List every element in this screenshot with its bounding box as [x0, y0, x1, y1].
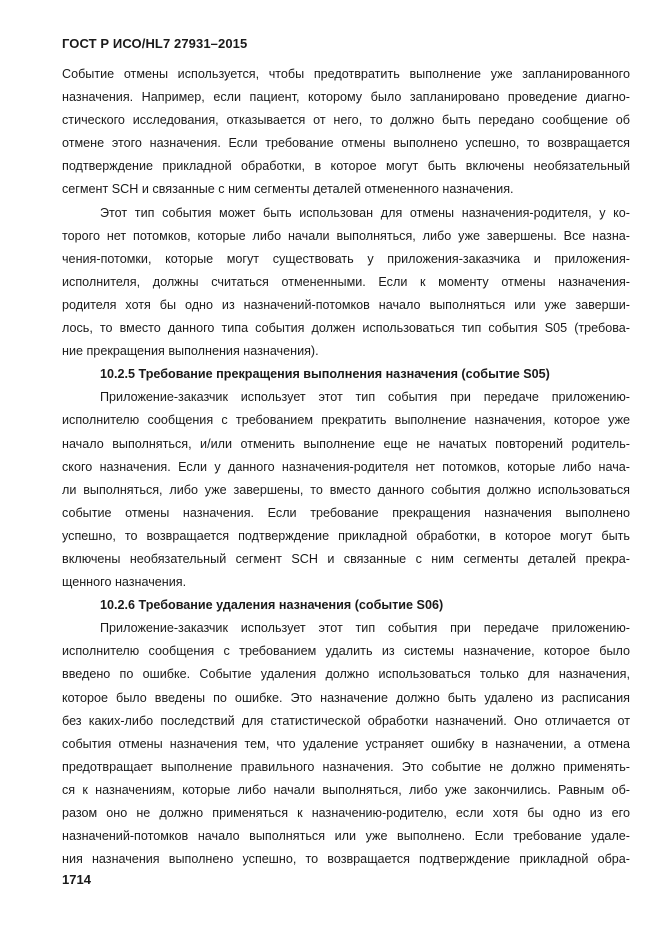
text-line: предотвращает выполнение правильного назначения. Это событие не должно применять-: [62, 759, 630, 774]
page-number: 1714: [62, 872, 91, 887]
text-line: введено по ошибке. Событие удаления должно использоваться только для назначения,: [62, 667, 630, 682]
text-line: которое было введены по ошибке. Это назначение должно быть удалено из расписания: [62, 690, 630, 705]
text-line: ние прекращения выполнения назначения).: [62, 344, 319, 359]
text-line: отмене этого назначения. Если требование отмены выполнено успешно, то возвращается: [62, 136, 630, 151]
text-line: подтверждение прикладной обработки, в которое могут быть включены необязательный: [62, 159, 630, 174]
text-line: успешно, то возвращается подтверждение прикладной обработки, в которое могут быть: [62, 528, 630, 543]
text-line: Приложение-заказчик использует этот тип события при передаче приложению-: [100, 390, 630, 405]
text-line: торого нет потомков, которые либо начали выполняться, либо уже завершены. Все назна-: [62, 228, 630, 243]
text-line: назначения. Например, если пациент, которому было запланировано проведение диагно-: [62, 90, 630, 105]
text-line: родителя хотя бы одно из назначений-потомков начало выполняться или уже заверши-: [62, 297, 630, 312]
text-line: разом оно не должно применяться к назначению-родителю, если хотя бы одно из его: [62, 806, 630, 820]
text-line: исполнителю сообщения с требованием удалить из системы назначение, которое было: [62, 644, 630, 659]
text-line: исполнителя, должны считаться отмененными. Если к моменту отмены назначения-: [62, 274, 630, 289]
text-line: лось, то вместо данного типа события должен использоваться тип события S05 (требова-: [62, 321, 630, 336]
text-line: Приложение-заказчик использует этот тип события при передаче приложению-: [100, 621, 630, 636]
text-line: событие отмены назначения. Если требование прекращения назначения выполнено: [62, 505, 630, 520]
section-heading: 10.2.5 Требование прекращения выполнения назначения (событие S05): [100, 367, 550, 382]
text-line: чения-потомки, которые могут существовать у приложения-заказчика и приложения-: [62, 251, 630, 266]
text-line: ли выполняться, либо уже завершены, то вместо данного события должно использоваться: [62, 482, 630, 497]
text-line: события отмены назначения тем, что удаление устраняет ошибку в назначении, а отмена: [62, 736, 630, 751]
page-header-standard: ГОСТ Р ИСО/HL7 27931–2015: [62, 36, 248, 51]
text-line: щенного назначения.: [62, 575, 187, 590]
text-line: ского назначения. Если у данного назначения-родителя нет потомков, которые либо нача-: [62, 459, 630, 474]
section-heading: 10.2.6 Требование удаления назначения (событие S06): [100, 598, 444, 613]
text-line: ния назначения выполнено успешно, то возвращается подтверждение прикладной обра-: [62, 852, 630, 867]
document-body: [62, 63, 630, 871]
text-line: стического исследования, отказывается от него, то должно быть передано сообщение об: [62, 113, 630, 128]
text-line: включены необязательный сегмент SCH и связанные с ним сегменты деталей прекра-: [62, 551, 630, 566]
text-line: начало выполняться, и/или отменить выполнение еще не начатых повторений родитель-: [62, 436, 630, 451]
text-line: без каких-либо последствий для статистической обработки назначений. Оно отличается от: [62, 713, 630, 728]
text-line: назначений-потомков начало выполняться или уже выполнено. Если требование удале-: [62, 829, 630, 844]
text-line: Этот тип события может быть использован для отмены назначения-родителя, у ко-: [100, 205, 630, 220]
text-line: ся к назначениям, которые либо начали выполняться, либо уже закончились. Равным об-: [62, 782, 630, 797]
text-line: сегмент SCH и связанные с ним сегменты деталей отмененного назначения.: [62, 182, 514, 197]
text-line: Событие отмены используется, чтобы предотвратить выполнение уже запланированного: [62, 67, 630, 81]
text-line: исполнителю сообщения с требованием прекратить выполнение назначения, которое уже: [62, 413, 630, 428]
